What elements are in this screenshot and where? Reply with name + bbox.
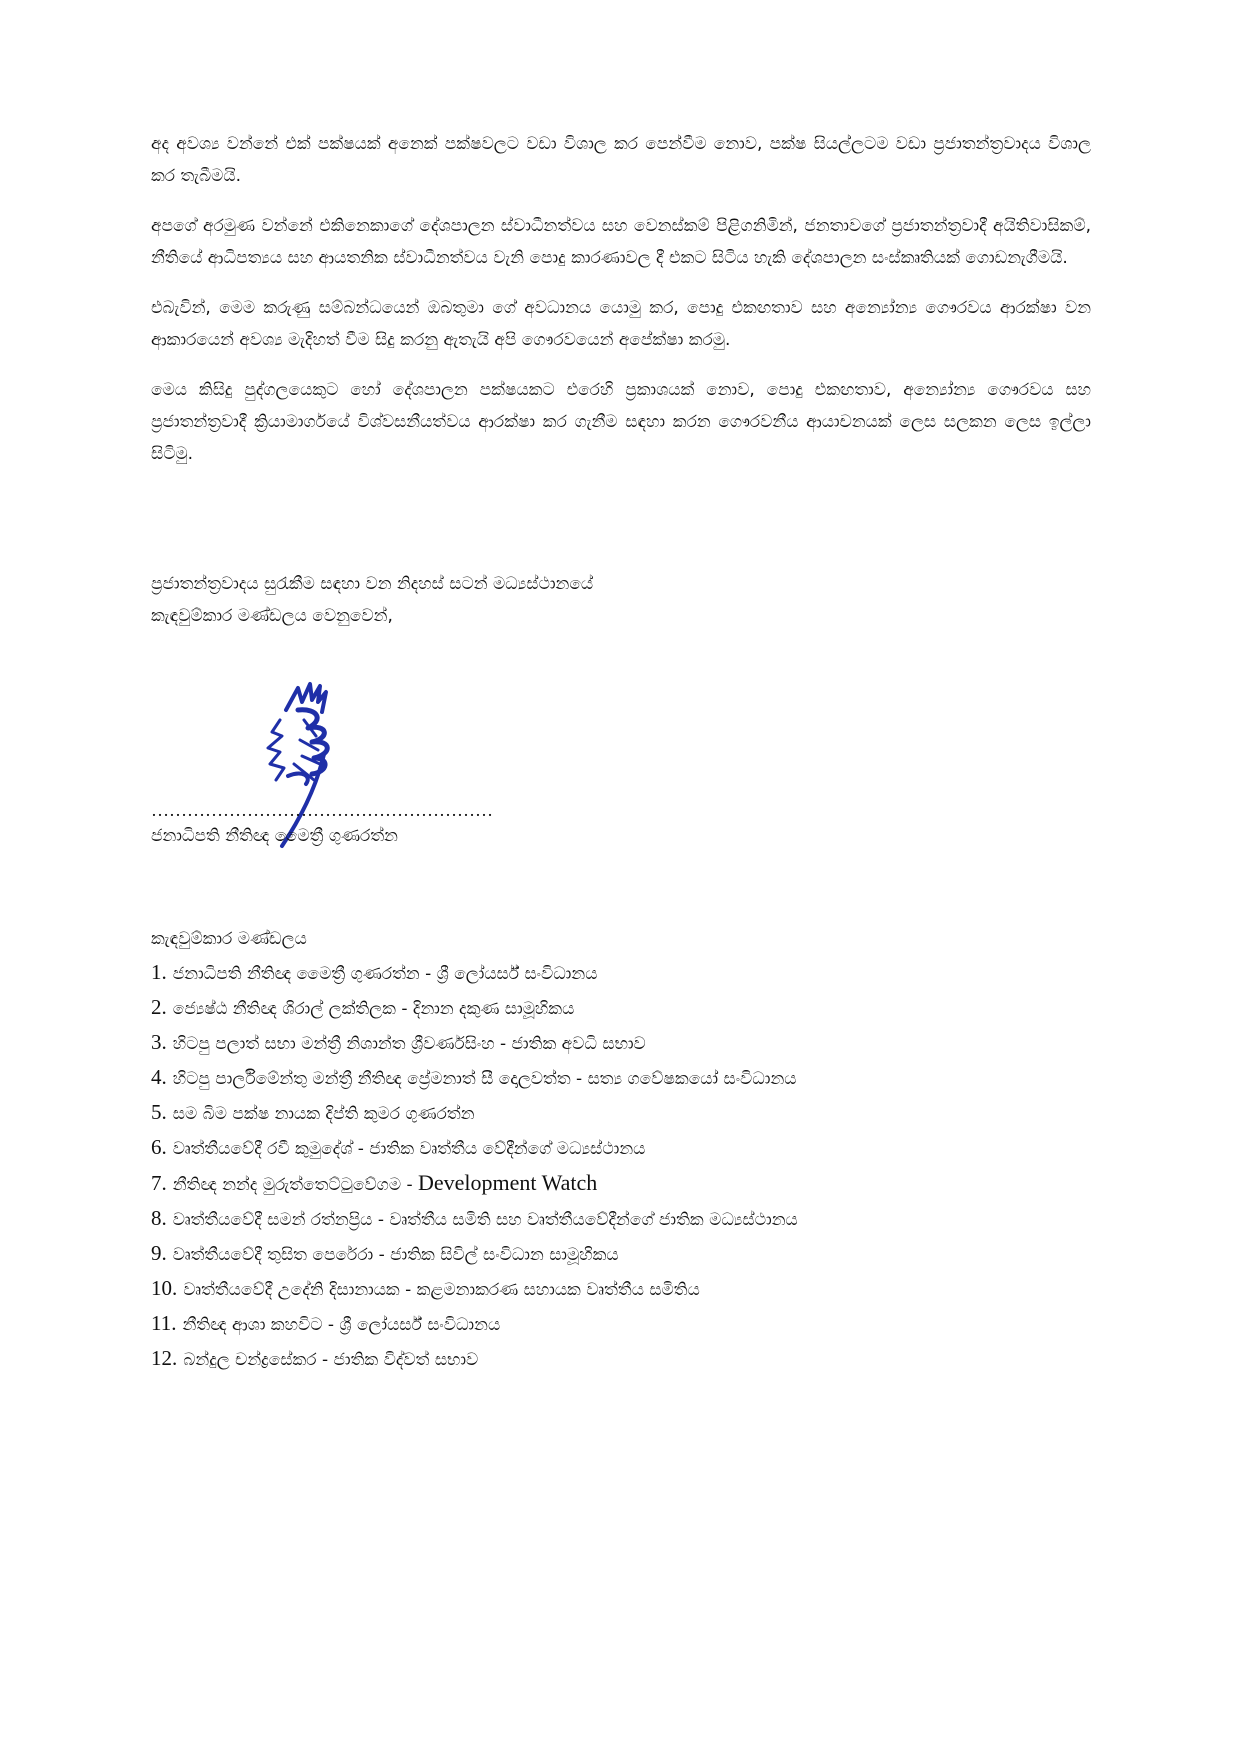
list-item — [151, 1166, 1071, 1202]
paragraph-1: අද අවශ්‍ය වන්නේ එක් පක්ෂයක් අනෙක් පක්ෂවලට වඩා විශාල කර පෙන්වීම නොව, පක්ෂ සියල්ලටම වඩා ප්‍රජාතන්ත්‍රවාදය විශාල කර තැබීමයි. — [151, 134, 1091, 186]
list-number: 5. — [151, 1100, 167, 1124]
committee-section — [151, 924, 1071, 1377]
list-number: 7. — [151, 1171, 167, 1195]
committee-list — [151, 956, 1071, 1377]
member-text: වෘත්තීයවේදී සමන් රත්නප්‍රිය - වෘත්තීය සමිති සහ වෘත්තීයවේදීන්ගේ ජාතික මධ්‍යස්ථානය — [172, 1210, 798, 1230]
signatory-name: ජනාධිපති නීතිඥ මෛත්‍රී ගුණරත්න — [151, 826, 398, 846]
member-text: වෘත්තීයවේදී රවී කුමුදේශ් - ජාතික වෘත්තීය වේදීන්ගේ මධ්‍යස්ථානය — [172, 1139, 646, 1159]
member-text: නීතිඥ ආශා කහවිට - ශ්‍රී ලෝයර්ස් සංවිධානය — [182, 1315, 501, 1335]
list-number: 2. — [151, 995, 167, 1019]
list-item — [151, 1307, 1071, 1342]
closing-block — [151, 568, 593, 632]
member-text: ජනාධිපති නීතිඥ මෛත්‍රී ගුණරත්න - ශ්‍රී ලෝයර්ස් සංවිධානය — [172, 964, 598, 984]
list-number: 9. — [151, 1241, 167, 1265]
paragraph-4: මෙය කිසිදු පුද්ගලයෙකුට හෝ දේශපාලන පක්ෂයකට එරෙහි ප්‍රකාශයක් නොව, පොදු එකඟතාව, අන්‍යෝන්‍ය ගෞරවය සහ ප්‍රජාතන්ත්‍රවාදී ක්‍රියාමාර්ගයේ විශ්වසනීයත්වය ආරක්ෂා කර ගැනීම සඳහා කරන ගෞරවනීය ආයාචනයක් ලෙස සලකන ලෙස ඉල්ලා සිටිමු. — [151, 380, 1091, 464]
list-item — [151, 956, 1071, 991]
paragraph-2: අපගේ අරමුණ වන්නේ එකිනෙකාගේ දේශපාලන ස්වාධීනත්වය සහ වෙනස්කම් පිළිගනිමින්, ජනතාවගේ ප්‍රජාතන්ත්‍රවාදී අයිතිවාසිකම්, නීතියේ ආධිපත්‍යය සහ ආයතනික ස්වාධීනත්වය වැනි පොදු කාරණාවල දී එකට සිටිය හැකි දේශපාලන සංස්කෘතියක් ගොඩනැගීමයි. — [151, 216, 1091, 268]
handwritten-signature — [258, 680, 418, 850]
list-item — [151, 1131, 1071, 1166]
member-text: බන්දුල චන්ද්‍රසේකර - ජාතික විද්වත් සභාව — [183, 1350, 479, 1370]
paragraph-3: එබැවින්, මෙම කරුණු සම්බන්ධයෙන් ඔබතුමා ගේ අවධානය යොමු කර, පොදු එකඟතාව සහ අන්‍යෝන්‍ය ගෞරවය ආරක්ෂා වන ආකාරයෙන් අවශ්‍ය මැදිහත් වීම සිදු කරනු ඇතැයි අපි ගෞරවයෙන් අපේක්ෂා කරමු. — [151, 298, 1091, 350]
list-item — [151, 1202, 1071, 1237]
letter-body — [151, 128, 1091, 488]
list-item — [151, 991, 1071, 1026]
closing-line-on-behalf: කැඳවුම්කාර මණ්ඩලය වෙනුවෙන්, — [151, 606, 393, 626]
list-item — [151, 1061, 1071, 1096]
list-item — [151, 1272, 1071, 1307]
list-number: 11. — [151, 1311, 177, 1335]
member-text: වෘත්තීයවේදී උදේනි දිසානායක - කළමනාකරණ සහායක වෘත්තීය සමිතිය — [183, 1280, 700, 1300]
list-number: 1. — [151, 960, 167, 984]
list-item — [151, 1026, 1071, 1061]
member-text: නීතිඥ නන්ද මුරුත්තෙට්ටුවේගම - — [172, 1175, 418, 1195]
list-number: 6. — [151, 1135, 167, 1159]
list-item — [151, 1237, 1071, 1272]
closing-line-organization: ප්‍රජාතන්ත්‍රවාදය සුරැකීම සඳහා වන නිදහස් සටන් මධ්‍යස්ථානයේ — [151, 574, 594, 594]
member-text: සම බිම පක්ෂ නායක දිප්ති කුමර ගුණරත්න — [172, 1104, 475, 1124]
member-text: හිටපු පලාත් සභා මන්ත්‍රී නිශාන්ත ශ්‍රීවර්ණසිංහ - ජාතික අවධි සභාව — [172, 1034, 646, 1054]
list-item — [151, 1342, 1071, 1377]
list-number: 3. — [151, 1030, 167, 1054]
member-text: ජ්‍යෙෂ්ඨ නීතිඥ ශිරාල් ලක්තිලක - දිනාන දකුණ සාමූහිකය — [172, 999, 575, 1019]
list-number: 4. — [151, 1065, 167, 1089]
committee-heading: කැඳවුම්කාර මණ්ඩලය — [151, 929, 307, 949]
member-text: වෘත්තීයවේදී තුසිත පෙරේරා - ජාතික සිවිල් සංවිධාන සාමූහිකය — [172, 1245, 619, 1265]
list-item — [151, 1096, 1071, 1131]
signature-line: ………………………………………………… — [151, 800, 493, 820]
list-number: 12. — [151, 1346, 178, 1370]
list-number: 8. — [151, 1206, 167, 1230]
list-number: 10. — [151, 1276, 178, 1300]
member-text: හිටපු පාර්ලිමේන්තු මන්ත්‍රී නීතිඥ ප්‍රේමනාත් සී දොලවත්ත - සත්‍ය ගවේෂකයෝ සංවිධානය — [172, 1069, 797, 1089]
member-text-english: Development Watch — [418, 1170, 598, 1195]
